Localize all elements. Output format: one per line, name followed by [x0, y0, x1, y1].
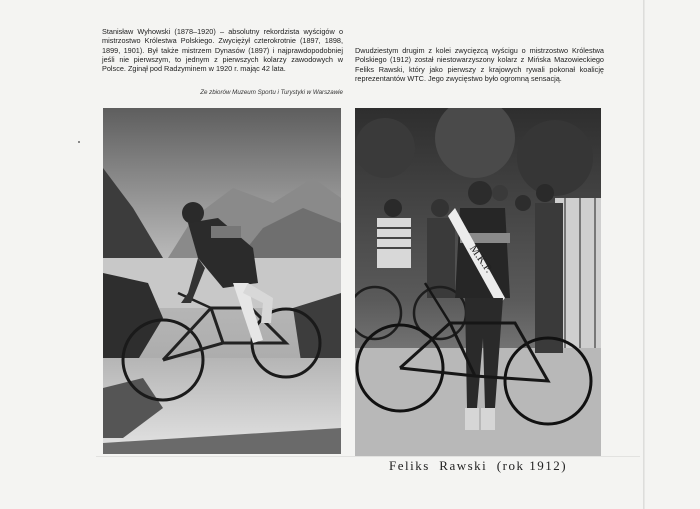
- scan-speck: [78, 141, 80, 143]
- wyhowski-photo: [103, 108, 341, 454]
- rawski-photo: [355, 108, 601, 456]
- photo-credit: Ze zbiorów Muzeum Sportu i Turystyki w Warszawie: [200, 89, 343, 96]
- left-photo-caption: Stanisław Wyhowski (1878–1920) – absolutny rekordzista wyścigów o mistrzostwo Królestwa Polskiego. Zwyciężył czterokrotnie (1897, 1898, 1899, 1901). Był także mistrzem Dynasów (1897) i najprawdopodobniej jeśli nie pierwszym, to jednym z pierwszych kolarzy zawodowych w Polsce. Zginął pod Radzyminem w 1920 r. mając 42 lata.: [102, 27, 343, 74]
- sash-lettering: M.K.P.: [467, 242, 495, 276]
- scan-edge: [643, 0, 645, 509]
- page-fold-line: [96, 456, 640, 457]
- right-photo-caption: Dwudziestym drugim z kolei zwycięzcą wyścigu o mistrzostwo Królestwa Polskiego (1912) został niestowarzyszony kolarz z Mińska Mazowieckiego Feliks Rawski, który jako pierwszy z krajowych rywali pokonał koalicję reprezentantów WTC. Jego zwycięstwo było ogromną sensacją.: [355, 46, 604, 83]
- rawski-caption: Feliks Rawski (rok 1912): [389, 458, 568, 473]
